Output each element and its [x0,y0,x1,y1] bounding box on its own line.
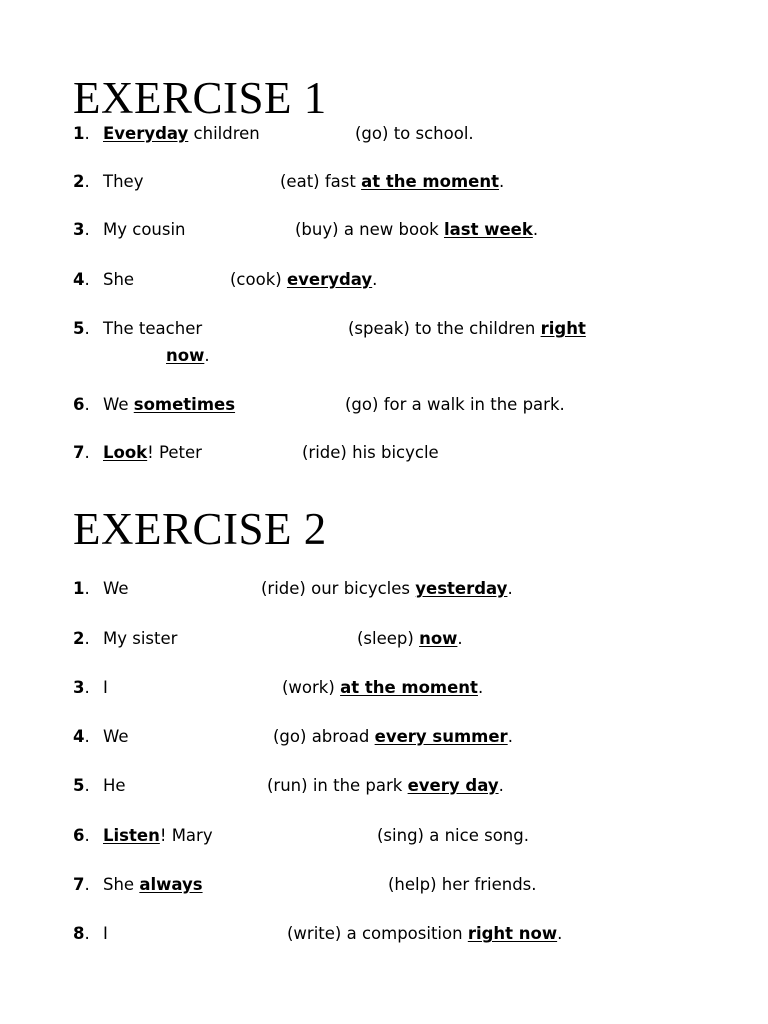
exercise-1-item-3 [73,220,539,240]
subject-text: ! Peter [147,443,202,462]
item-number: 1 [73,124,85,143]
time-keyword: at the moment [361,172,499,191]
item-verb-clause [280,172,504,192]
time-keyword: now [166,346,205,365]
verb-text: (ride) our bicycles [261,579,416,598]
item-number-dot: . [84,875,90,894]
item-subject [103,875,203,895]
item-verb-clause [377,826,529,846]
item-number: 3 [73,678,85,697]
exercise-2-title: EXERCISE 2 [73,504,327,554]
verb-text: (ride) his bicycle [302,443,439,462]
exercise-1-title: EXERCISE 1 [73,73,327,123]
subject-text: ! Mary [159,826,213,845]
item-number: 7 [73,443,85,462]
time-keyword: now [419,629,458,648]
item-verb-clause [388,875,537,895]
item-number: 4 [73,727,85,746]
item-verb-clause [273,727,513,747]
item-number: 7 [73,875,85,894]
exercise-1-item-7 [73,443,439,463]
exercise-2-item-1 [73,579,513,599]
item-subject: She [103,270,135,289]
item-number: 4 [73,270,85,289]
item-number-dot: . [84,443,90,462]
item-number-dot: . [84,924,90,943]
punctuation: . [372,270,378,289]
item-number-dot: . [84,172,90,191]
verb-text: (go) for a walk in the park. [345,395,565,414]
item-number: 8 [73,924,85,943]
subject-text: We [103,395,134,414]
punctuation: . [507,727,513,746]
item-number: 2 [73,629,85,648]
time-keyword: right now [467,924,558,943]
item-number: 6 [73,395,85,414]
verb-text: (buy) a new book [295,220,444,239]
item-verb-clause [357,629,463,649]
item-verb-clause [302,443,439,463]
exercise-2-item-4 [73,727,513,747]
item-subject: My cousin [103,220,186,239]
exercise-1-item-5-continuation [166,346,210,366]
item-number-dot: . [84,678,90,697]
punctuation: . [498,172,505,191]
item-verb-clause [345,395,565,415]
verb-text: (help) her friends. [388,875,537,894]
verb-text: (go) to school. [355,124,474,143]
item-number-dot: . [84,579,90,598]
verb-text: (sing) a nice song. [377,826,529,845]
item-verb-clause [348,319,586,339]
item-number-dot: . [84,727,90,746]
item-number: 1 [73,579,85,598]
exercise-1-item-6 [73,395,565,415]
item-subject: We [103,727,129,746]
exercise-2-item-6 [73,826,529,846]
item-verb-clause [230,270,377,290]
item-number: 5 [73,776,85,795]
time-keyword: Everyday [103,124,189,143]
item-number-dot: . [84,629,90,648]
item-subject: They [103,172,144,191]
verb-text: (cook) [230,270,287,289]
item-number: 2 [73,172,85,191]
time-keyword: every summer [374,727,508,746]
item-subject: He [103,776,126,795]
item-subject: The teacher [103,319,203,338]
time-keyword: everyday [286,270,373,289]
exercise-2-item-7 [73,875,537,895]
item-subject [103,443,202,463]
verb-text: (eat) fast [280,172,362,191]
verb-text: (sleep) [357,629,420,648]
verb-text: (write) a composition [287,924,468,943]
subject-text: children [188,124,260,143]
time-keyword: yesterday [415,579,508,598]
time-keyword: Look [103,443,148,462]
item-subject [103,395,235,415]
item-verb-clause [282,678,483,698]
time-keyword: sometimes [133,395,236,414]
exercise-1-item-2 [73,172,505,192]
verb-text: (work) [282,678,341,697]
exercise-1-item-5 [73,319,586,339]
verb-text: (go) abroad [273,727,375,746]
item-verb-clause [267,776,504,796]
item-number-dot: . [84,319,90,338]
item-subject: We [103,579,129,598]
punctuation: . [498,776,504,795]
time-keyword: every day [407,776,499,795]
exercise-2-item-5 [73,776,504,796]
time-keyword: last week [443,220,533,239]
item-number: 3 [73,220,85,239]
punctuation: . [477,678,484,697]
item-verb-clause [261,579,513,599]
punctuation: . [507,579,513,598]
time-keyword: Listen [103,826,160,845]
item-subject: I [103,678,108,697]
item-verb-clause [287,924,562,944]
time-keyword: always [139,875,203,894]
item-number: 5 [73,319,85,338]
time-keyword: right [540,319,586,338]
item-subject [103,826,213,846]
item-subject [103,124,260,144]
punctuation: . [457,629,463,648]
exercise-1-item-4 [73,270,378,290]
verb-text: (speak) to the children [348,319,541,338]
item-number-dot: . [84,220,90,239]
punctuation: . [557,924,563,943]
exercise-2-item-8 [73,924,563,944]
exercise-2-item-3 [73,678,484,698]
subject-text: She [103,875,140,894]
item-number-dot: . [84,826,90,845]
item-verb-clause [295,220,538,240]
item-number: 6 [73,826,85,845]
punctuation: . [532,220,539,239]
exercise-1-item-1 [73,124,474,144]
time-keyword: at the moment [340,678,478,697]
item-subject: My sister [103,629,178,648]
item-number-dot: . [84,124,90,143]
item-verb-clause [355,124,474,144]
item-number-dot: . [84,270,90,289]
item-number-dot: . [84,395,90,414]
verb-text: (run) in the park [267,776,408,795]
exercise-2-item-2 [73,629,463,649]
item-number-dot: . [84,776,90,795]
item-subject: I [103,924,108,943]
punctuation: . [204,346,210,365]
